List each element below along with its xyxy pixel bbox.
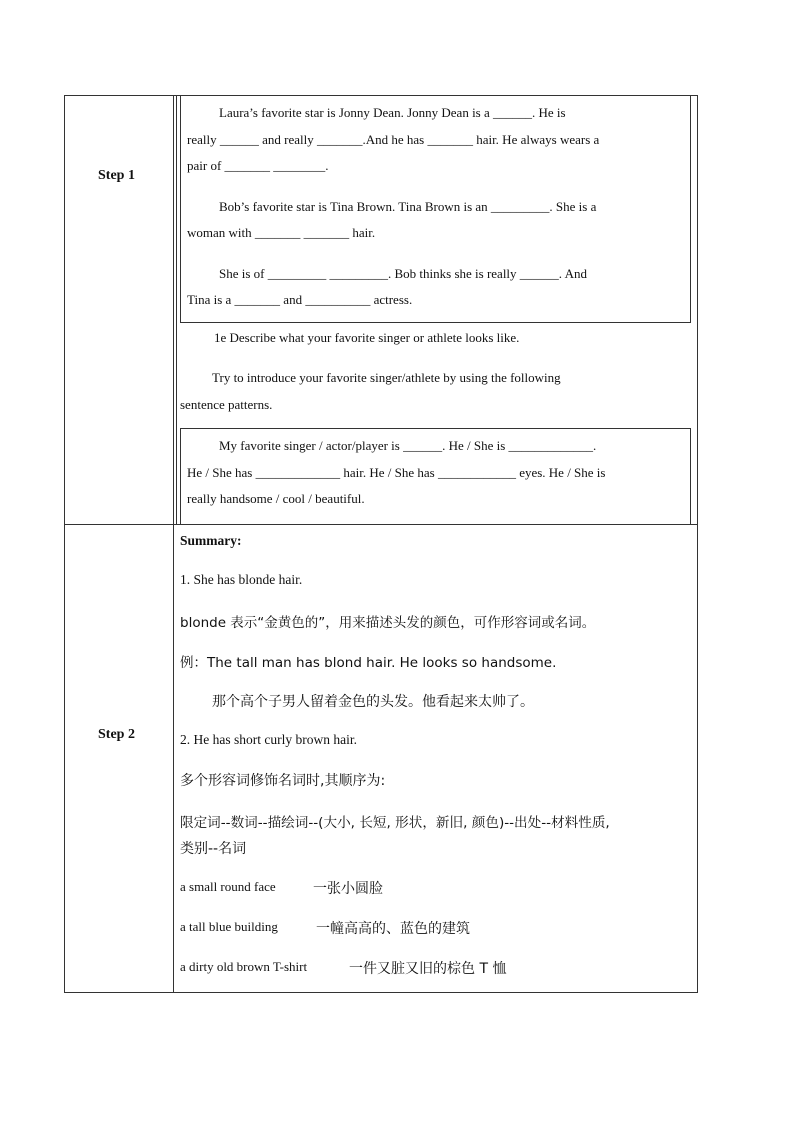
example3-en: a dirty old brown T-shirt xyxy=(180,959,308,974)
step2-label: Step 2 xyxy=(98,727,135,742)
para3-line2: Tina is a _______ and __________ actress. xyxy=(187,292,413,307)
step1-label: Step 1 xyxy=(98,168,135,183)
pattern-line3: really handsome / cool / beautiful. xyxy=(187,491,365,506)
para2-line2: woman with _______ _______ hair. xyxy=(187,225,376,240)
para3-line1: She is of _________ _________. Bob thinks she is really ______. And xyxy=(219,265,587,281)
pattern-line1: My favorite singer / actor/player is ______. He / She is _____________. xyxy=(219,438,597,453)
summary-title: Summary: xyxy=(180,533,242,548)
pattern-box xyxy=(180,428,691,524)
example-cn: 那个高个子男人留着金色的头发。他看起来太帅了。 xyxy=(212,694,534,710)
order-intro: 多个形容词修饰名词时,其顺序为: xyxy=(180,773,386,789)
task-1e: 1e Describe what your favorite singer or athlete looks like. xyxy=(214,330,520,345)
row-divider xyxy=(65,524,697,525)
para1-line1: Laura’s favorite star is Jonny Dean. Jonny Dean is a ______. He is xyxy=(219,105,566,120)
example3-cn: 一件又脏又旧的棕色 T 恤 xyxy=(349,961,507,977)
example2-cn: 一幢高高的、蓝色的建筑 xyxy=(316,921,470,937)
order-line2: 类别--名词 xyxy=(180,841,247,857)
example1-cn: 一张小圆脸 xyxy=(313,881,383,897)
fill-in-box xyxy=(180,95,691,323)
column-divider xyxy=(173,96,174,992)
example-en: 例：The tall man has blond hair. He looks so handsome. xyxy=(180,655,557,671)
example1-en: a small round face xyxy=(180,879,276,894)
example2-en: a tall blue building xyxy=(180,919,278,934)
column-divider-inner xyxy=(176,96,177,524)
blonde-note: blonde 表示“金黄色的”，用来描述头发的颜色，可作形容词或名词。 xyxy=(180,615,596,631)
intro-line2: sentence patterns. xyxy=(180,397,273,412)
summary-item2: 2. He has short curly brown hair. xyxy=(180,732,357,747)
pattern-line2: He / She has _____________ hair. He / She has ____________ eyes. He / She is xyxy=(187,464,606,480)
summary-item1: 1. She has blonde hair. xyxy=(180,572,303,587)
order-line1: 限定词--数词--描绘词--(大小, 长短, 形状，新旧, 颜色)--出处--材料性质, xyxy=(180,815,610,831)
para2-line1: Bob’s favorite star is Tina Brown. Tina Brown is an _________. She is a xyxy=(219,198,597,214)
para1-line2: really ______ and really _______.And he has _______ hair. He always wears a xyxy=(187,131,600,147)
para1-line3: pair of _______ ________. xyxy=(187,158,329,173)
intro-line1: Try to introduce your favorite singer/athlete by using the following xyxy=(212,370,561,385)
